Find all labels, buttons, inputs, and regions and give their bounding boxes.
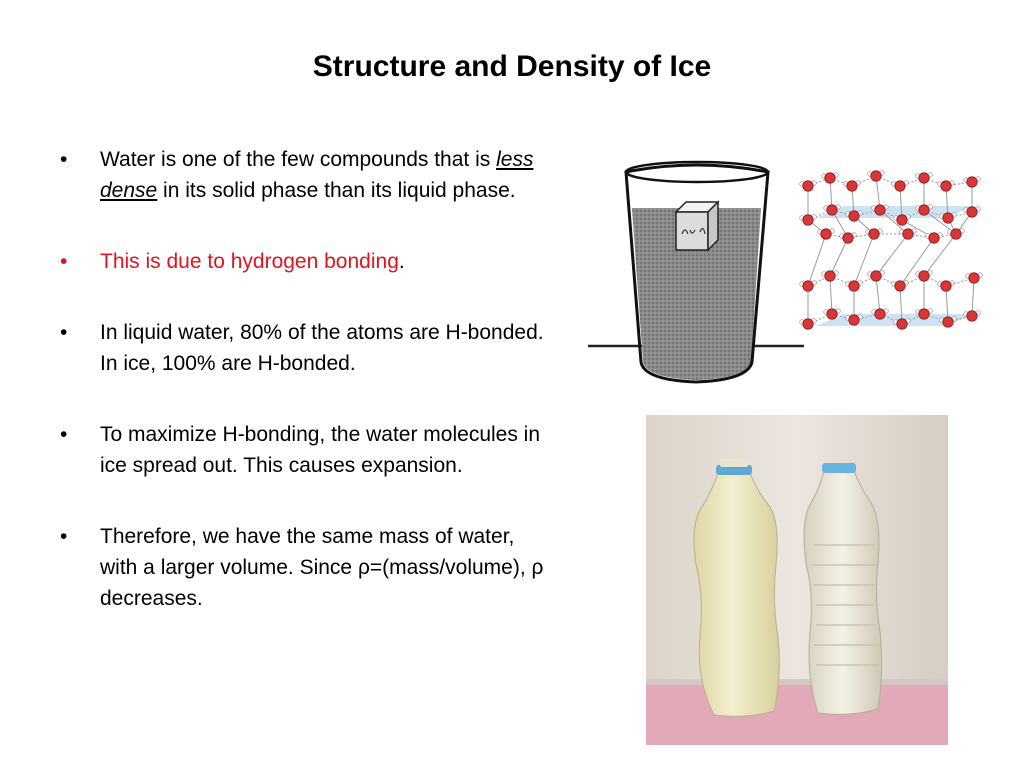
oxygen-atom — [895, 181, 905, 191]
covalent-bond — [924, 234, 956, 276]
covalent-bond — [876, 234, 908, 276]
oxygen-atom — [803, 215, 813, 225]
oxygen-atom — [919, 271, 929, 281]
ice-lattice-diagram — [796, 158, 996, 338]
oxygen-atom — [897, 215, 907, 225]
oxygen-atom — [929, 233, 939, 243]
covalent-bond — [876, 276, 880, 314]
oxygen-atom — [967, 177, 977, 187]
bullet-text: in its solid phase than its liquid phase. — [157, 179, 516, 202]
oxygen-atom — [897, 319, 907, 329]
oxygen-atom — [941, 281, 951, 291]
oxygen-atom — [871, 171, 881, 181]
bullet-text: This is due to hydrogen bonding — [100, 250, 399, 273]
oxygen-atom — [825, 271, 835, 281]
oxygen-atom — [951, 229, 961, 239]
oxygen-atom — [843, 233, 853, 243]
covalent-bond — [830, 276, 832, 314]
covalent-bond — [972, 278, 974, 316]
oxygen-atom — [919, 205, 929, 215]
oxygen-atom — [969, 273, 979, 283]
oxygen-atom — [943, 317, 953, 327]
bullet-period: . — [398, 250, 405, 273]
oxygen-atom — [825, 173, 835, 183]
oxygen-atom — [869, 229, 879, 239]
oxygen-atom — [967, 207, 977, 217]
emphasis-text: less dense — [100, 148, 534, 202]
oxygen-atom — [919, 309, 929, 319]
bullet-text: Water is one of the few compounds that is — [100, 148, 497, 171]
oxygen-atom — [827, 309, 837, 319]
oxygen-atom — [871, 271, 881, 281]
oxygen-atom — [903, 229, 913, 239]
slide-title: Structure and Density of Ice — [312, 50, 712, 83]
oxygen-atom — [919, 173, 929, 183]
oxygen-atom — [941, 181, 951, 191]
bullet-text: To maximize H-bonding, the water molecules in ice spread out. This causes expansion. — [100, 423, 541, 477]
bullet-item — [58, 144, 548, 206]
bullet-item — [58, 419, 548, 481]
bullet-item-highlight — [58, 246, 548, 277]
bullet-marker: • — [60, 321, 68, 344]
ice-in-water-illustration — [588, 150, 808, 385]
oxygen-atom — [875, 205, 885, 215]
bullet-marker: • — [60, 148, 68, 171]
oxygen-atom — [875, 309, 885, 319]
oxygen-atom — [849, 211, 859, 221]
bottles-photo — [646, 415, 948, 745]
covalent-bond — [808, 234, 826, 286]
oxygen-atom — [803, 181, 813, 191]
oxygen-atom — [827, 205, 837, 215]
oxygen-atom — [849, 281, 859, 291]
oxygen-atom — [943, 213, 953, 223]
oxygen-atom — [847, 181, 857, 191]
bullet-marker: • — [60, 525, 68, 548]
oxygen-atom — [803, 319, 813, 329]
covalent-bond — [830, 238, 848, 276]
bullet-item — [58, 521, 548, 614]
bullet-list — [58, 144, 548, 654]
oxygen-atom — [803, 281, 813, 291]
ice-cube — [676, 202, 718, 250]
bullet-marker: • — [60, 423, 68, 446]
oxygen-atom — [821, 229, 831, 239]
liquid-bottle — [804, 463, 882, 714]
bullet-marker: • — [60, 250, 68, 273]
bullet-text: In liquid water, 80% of the atoms are H-bonded. In ice, 100% are H-bonded. — [100, 321, 544, 375]
bullet-text: Therefore, we have the same mass of water, with a larger volume. Since ρ=(mass/volume), ρ decreases. — [100, 525, 544, 610]
bullet-item — [58, 317, 548, 379]
oxygen-atom — [849, 315, 859, 325]
oxygen-atom — [895, 281, 905, 291]
oxygen-atom — [967, 311, 977, 321]
covalent-bond — [900, 238, 934, 286]
